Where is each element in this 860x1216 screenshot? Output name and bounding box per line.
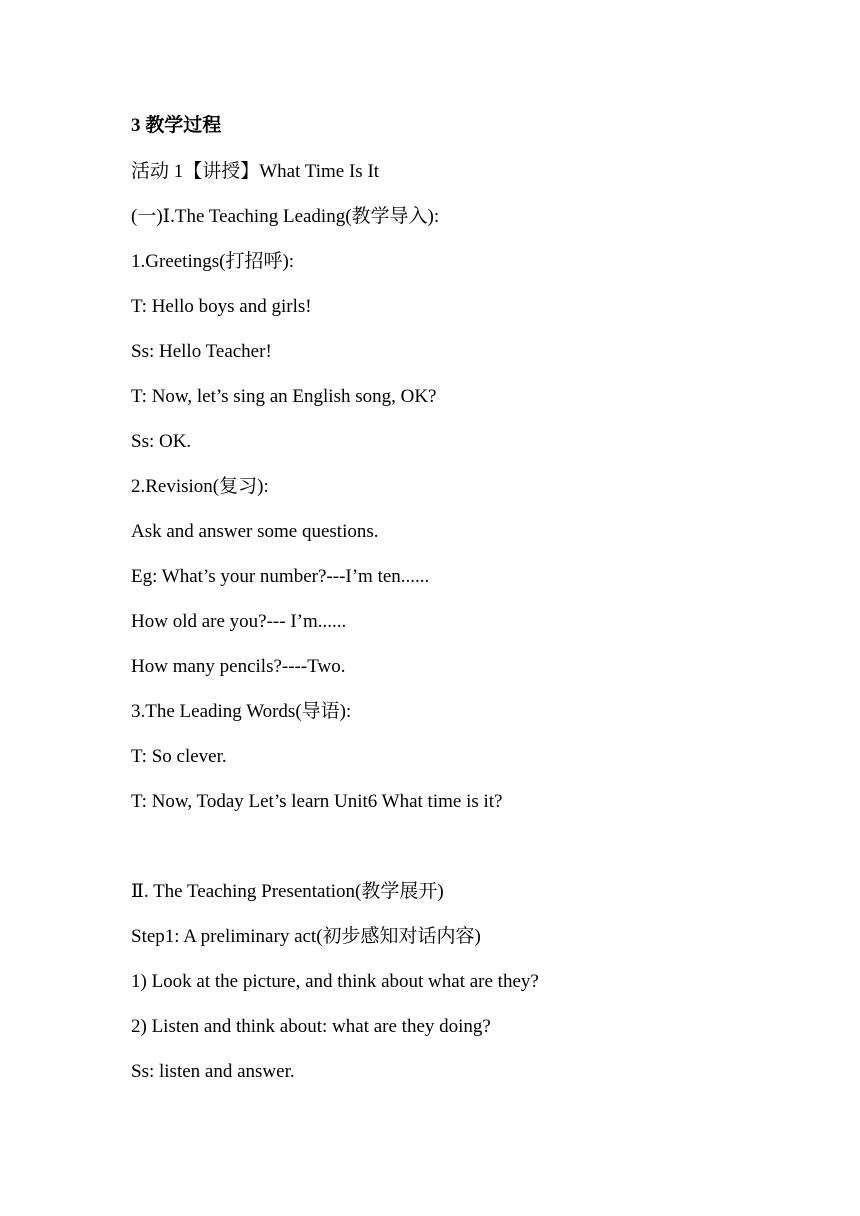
body-line: How many pencils?----Two. (131, 656, 346, 677)
section-teaching-leading: (一)Ⅰ.The Teaching Leading(教学导入): (131, 206, 440, 227)
activity-title: 活动 1【讲授】What Time Is It (131, 161, 380, 182)
dialogue-line: T: So clever. (131, 746, 227, 767)
leading-words-heading: 3.The Leading Words(导语): (131, 701, 352, 722)
revision-heading: 2.Revision(复习): (131, 476, 269, 497)
body-line: How old are you?--- I’m...... (131, 611, 347, 632)
dialogue-line: T: Hello boys and girls! (131, 296, 312, 317)
step-heading: Step1: A preliminary act(初步感知对话内容) (131, 926, 481, 947)
body-line: Eg: What’s your number?---I’m ten...... (131, 566, 430, 587)
body-line: 1) Look at the picture, and think about what are they? (131, 971, 539, 992)
section-teaching-presentation: Ⅱ. The Teaching Presentation(教学展开) (131, 881, 444, 902)
dialogue-line: T: Now, Today Let’s learn Unit6 What time is it? (131, 791, 503, 812)
body-line: Ss: listen and answer. (131, 1061, 295, 1082)
dialogue-line: T: Now, let’s sing an English song, OK? (131, 386, 437, 407)
body-line: Ask and answer some questions. (131, 521, 379, 542)
dialogue-line: Ss: Hello Teacher! (131, 341, 272, 362)
greetings-heading: 1.Greetings(打招呼): (131, 251, 295, 272)
section-heading: 3 教学过程 (131, 115, 222, 136)
body-line: 2) Listen and think about: what are they doing? (131, 1016, 491, 1037)
dialogue-line: Ss: OK. (131, 431, 192, 452)
